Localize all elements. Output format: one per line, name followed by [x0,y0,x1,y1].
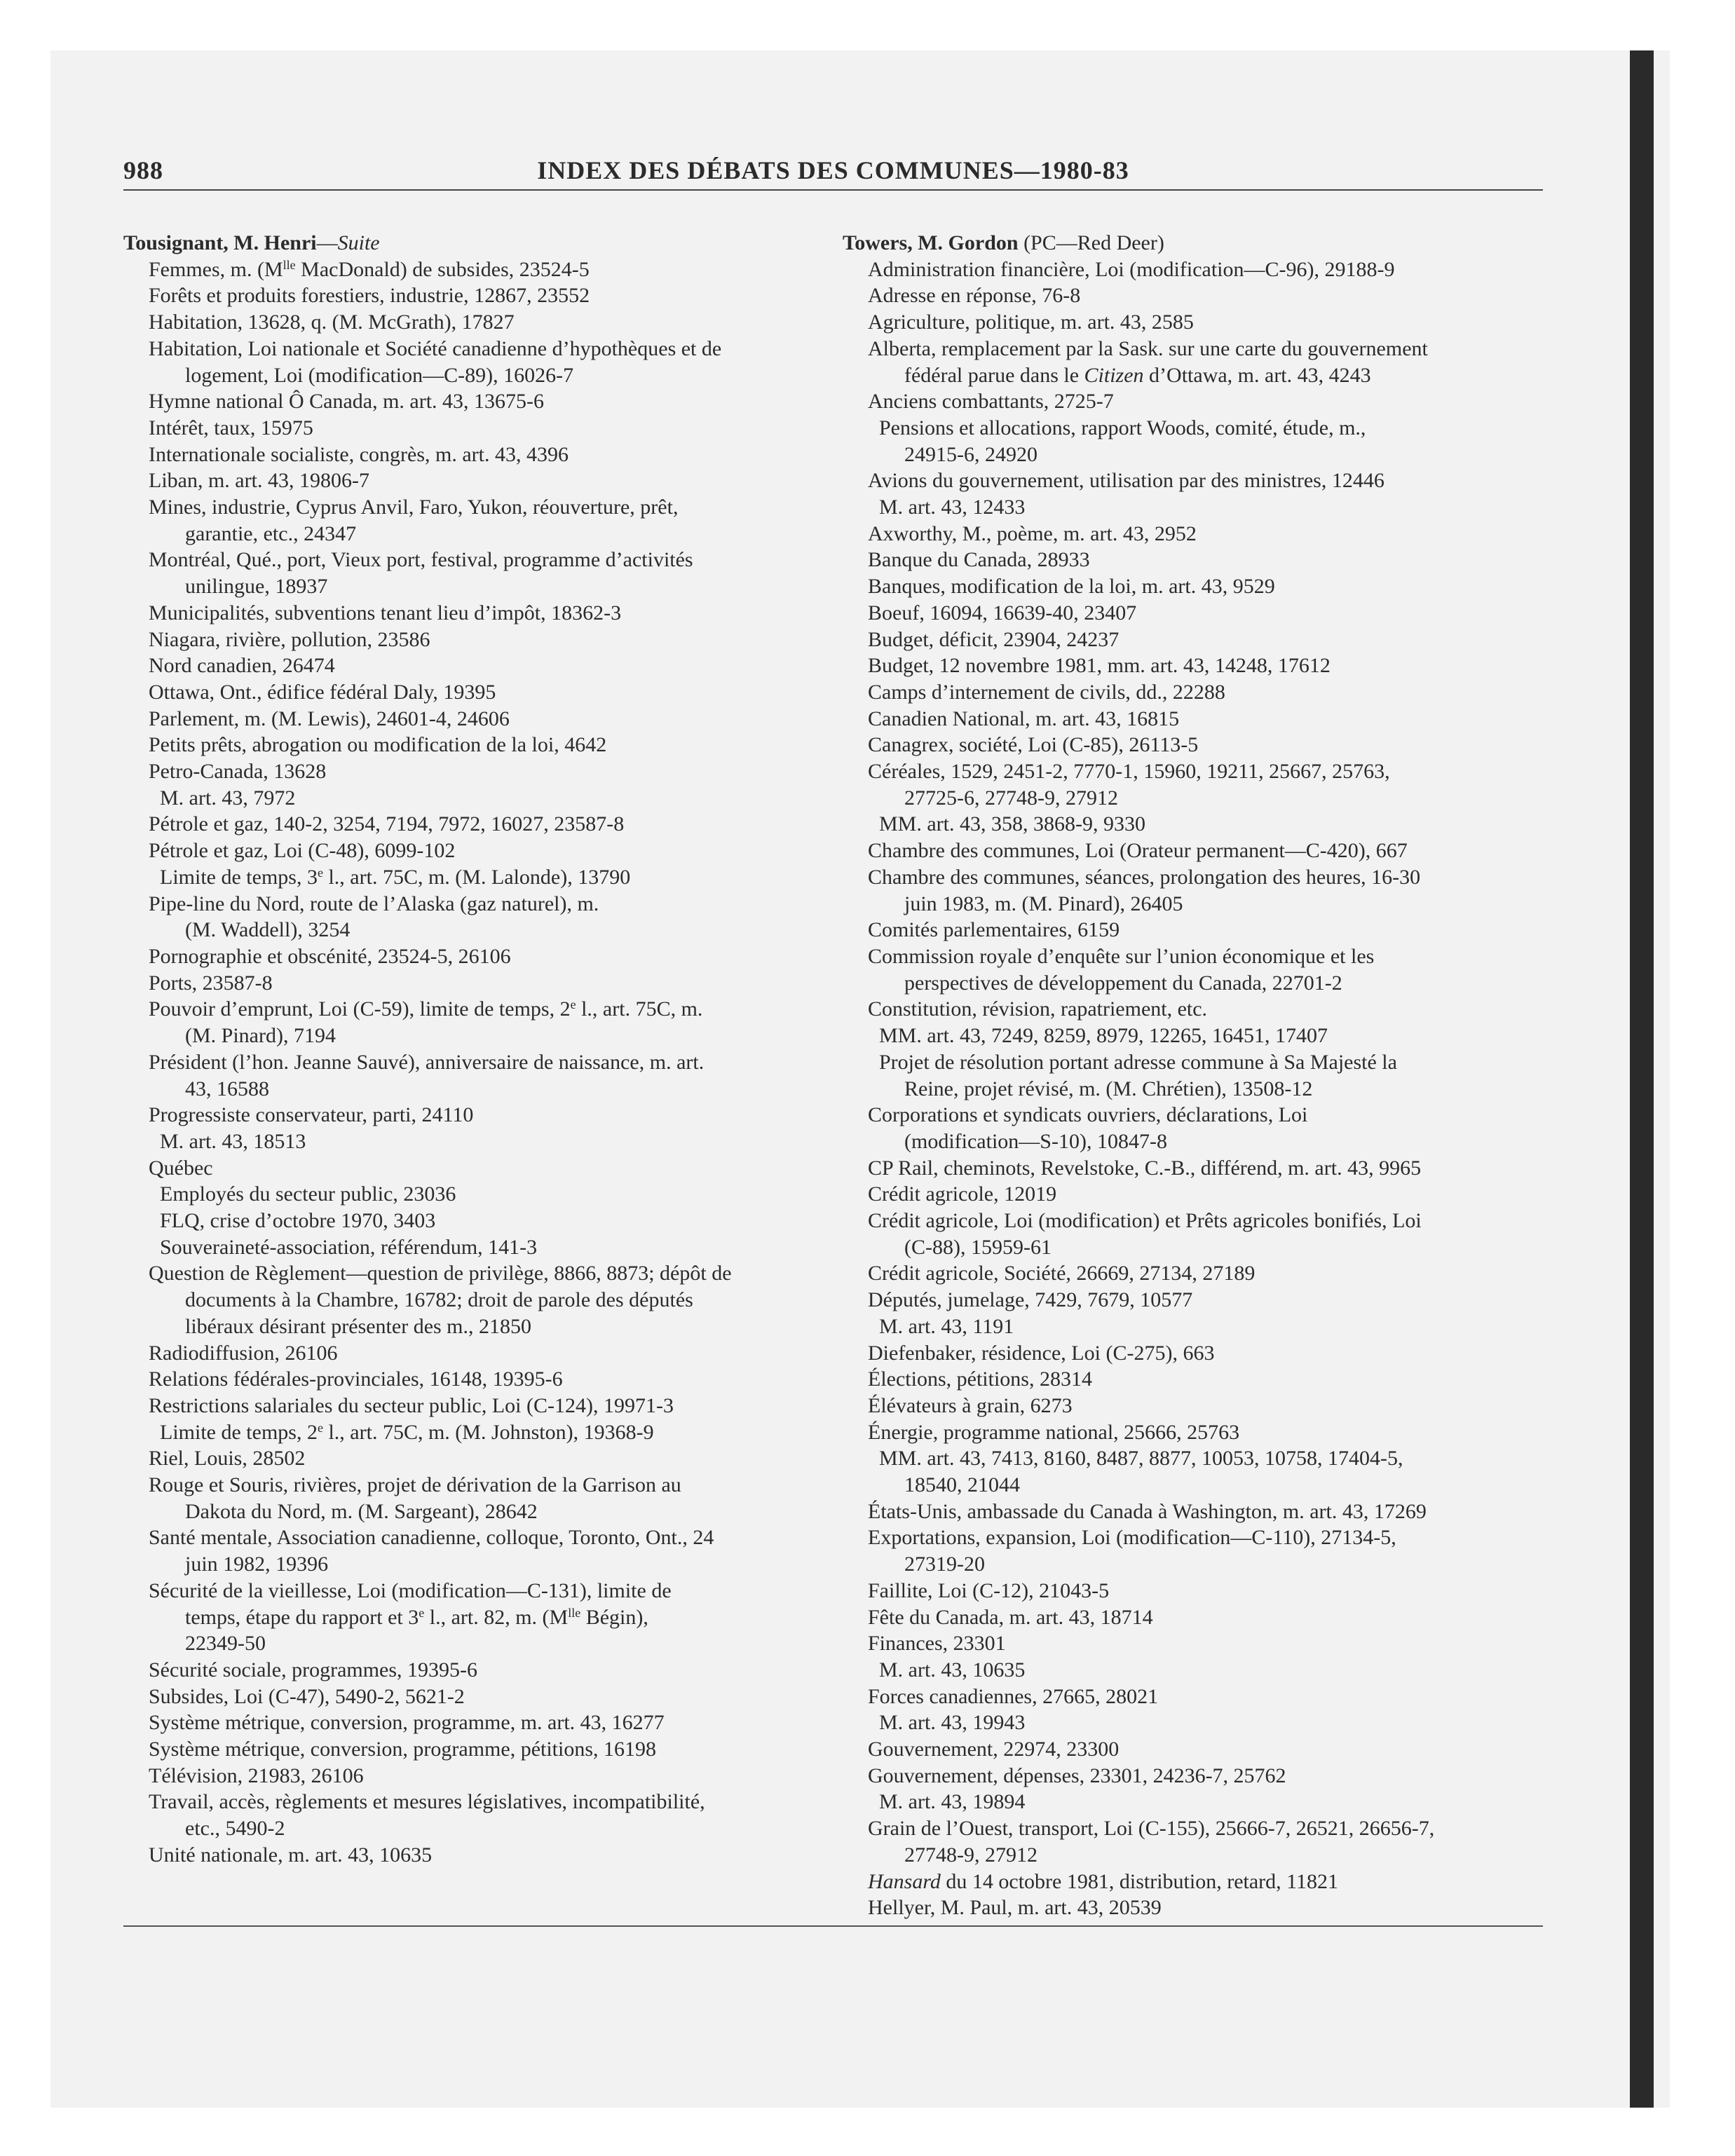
index-entry: Système métrique, conversion, programme, pétitions, 16198 [149,1738,657,1761]
index-entry: Hellyer, M. Paul, m. art. 43, 20539 [868,1896,1162,1920]
index-entry: unilingue, 18937 [185,575,328,599]
index-entry: Anciens combattants, 2725-7 [868,390,1114,414]
index-entry: MM. art. 43, 7413, 8160, 8487, 8877, 10053, 10758, 17404-5, [879,1447,1403,1471]
index-entry: Reine, projet révisé, m. (M. Chrétien), 13508-12 [904,1077,1313,1100]
index-entry: Budget, 12 novembre 1981, mm. art. 43, 14248, 17612 [868,654,1331,678]
index-entry: FLQ, crise d’octobre 1970, 3403 [160,1209,436,1233]
index-entry: Relations fédérales-provinciales, 16148, 19395-6 [149,1367,563,1391]
index-entry: Sécurité sociale, programmes, 19395-6 [149,1658,478,1681]
index-entry: Municipalités, subventions tenant lieu d’impôt, 18362-3 [149,601,622,625]
index-entry: Banque du Canada, 28933 [868,548,1090,572]
index-entry: 27748-9, 27912 [904,1843,1037,1867]
index-entry: (M. Waddell), 3254 [185,918,351,942]
page-header [123,156,1543,191]
index-entry: Pipe-line du Nord, route de l’Alaska (gaz naturel), m. [149,892,599,915]
index-entry: fédéral parue dans le Citizen d’Ottawa, m. art. 43, 4243 [904,363,1371,387]
index-entry: Corporations et syndicats ouvriers, déclarations, Loi [868,1103,1308,1127]
index-column-left [123,230,824,1869]
index-entry: Internationale socialiste, congrès, m. art. 43, 4396 [149,442,569,466]
index-entry: Céréales, 1529, 2451-2, 7770-1, 15960, 19211, 25667, 25763, [868,760,1390,784]
index-entry: Comités parlementaires, 6159 [868,918,1120,942]
index-entry: Mines, industrie, Cyprus Anvil, Faro, Yukon, réouverture, prêt, [149,496,679,519]
index-entry: Subsides, Loi (C-47), 5490-2, 5621-2 [149,1684,465,1708]
index-entry: Niagara, rivière, pollution, 23586 [149,627,430,651]
index-entry: Banques, modification de la loi, m. art. 43, 9529 [868,575,1275,599]
index-entry: etc., 5490-2 [185,1817,285,1841]
index-entry: États-Unis, ambassade du Canada à Washington, m. art. 43, 17269 [868,1499,1427,1523]
index-entry: Pornographie et obscénité, 23524-5, 26106 [149,944,511,968]
index-entry: Dakota du Nord, m. (M. Sargeant), 28642 [185,1499,538,1523]
index-entry: 43, 16588 [185,1077,269,1100]
index-entry: Petro-Canada, 13628 [149,760,327,784]
index-entry: 27725-6, 27748-9, 27912 [904,786,1118,810]
index-entry: Canadien National, m. art. 43, 16815 [868,707,1180,730]
index-entry: Liban, m. art. 43, 19806-7 [149,469,369,493]
index-entry: Ottawa, Ont., édifice fédéral Daly, 19395 [149,680,496,704]
index-entry: M. art. 43, 12433 [879,496,1026,519]
index-entry: Ports, 23587-8 [149,971,273,995]
index-entry: Camps d’internement de civils, dd., 22288 [868,680,1225,704]
index-entry: Riel, Louis, 28502 [149,1447,306,1471]
index-entry: Finances, 23301 [868,1632,1006,1656]
index-entry: M. art. 43, 10635 [879,1658,1026,1681]
scan-edge-band [1630,50,1654,2108]
index-entry: Grain de l’Ouest, transport, Loi (C-155), 25666-7, 26521, 26656-7, [868,1817,1435,1841]
index-entry: Québec [149,1156,213,1180]
index-entry: M. art. 43, 1191 [879,1314,1014,1338]
index-entry: Gouvernement, dépenses, 23301, 24236-7, 25762 [868,1763,1286,1787]
index-entry: Chambre des communes, Loi (Orateur permanent—C-420), 667 [868,839,1408,863]
index-entry: Femmes, m. ($M^{lle}$ MacDonald) de subsides, 23524-5 [149,257,590,281]
index-entry: Crédit agricole, 12019 [868,1182,1057,1206]
index-entry: libéraux désirant présenter des m., 21850 [185,1314,532,1338]
index-entry: Souveraineté-association, référendum, 141-3 [160,1235,538,1259]
index-entry: M. art. 43, 19943 [879,1711,1026,1735]
index-entry: Petits prêts, abrogation ou modification de la loi, 4642 [149,733,607,757]
index-entry: Parlement, m. (M. Lewis), 24601-4, 24606 [149,707,510,730]
index-entry: Système métrique, conversion, programme, m. art. 43, 16277 [149,1711,665,1735]
index-entry: Président (l’hon. Jeanne Sauvé), anniversaire de naissance, m. art. [149,1050,705,1074]
index-entry: MM. art. 43, 7249, 8259, 8979, 12265, 16451, 17407 [879,1024,1328,1048]
index-entry: Travail, accès, règlements et mesures législatives, incompatibilité, [149,1790,705,1814]
index-entry: Santé mentale, Association canadienne, colloque, Toronto, Ont., 24 [149,1526,714,1550]
index-entry: Hansard du 14 octobre 1981, distribution, retard, 11821 [868,1869,1339,1893]
index-entry: perspectives de développement du Canada, 22701-2 [904,971,1342,995]
index-entry: Budget, déficit, 23904, 24237 [868,627,1120,651]
page-title: INDEX DES DÉBATS DES COMMUNES—1980-83 [537,156,1129,184]
index-entry: Nord canadien, 26474 [149,654,335,678]
index-entry: documents à la Chambre, 16782; droit de parole des députés [185,1288,693,1312]
index-entry: Faillite, Loi (C-12), 21043-5 [868,1578,1110,1602]
index-entry: Commission royale d’enquête sur l’union économique et les [868,944,1375,968]
index-entry: Habitation, Loi nationale et Société canadienne d’hypothèques et de [149,336,722,360]
index-entry: Pétrole et gaz, Loi (C-48), 6099-102 [149,839,456,863]
index-entry: Employés du secteur public, 23036 [160,1182,456,1206]
index-entry: Limite de temps, 3e l., art. 75C, m. (M. Lalonde), 13790 [160,865,631,889]
index-entry: Forces canadiennes, 27665, 28021 [868,1684,1159,1708]
index-entry: Montréal, Qué., port, Vieux port, festival, programme d’activités [149,548,693,572]
index-entry: 22349-50 [185,1632,266,1656]
index-entry: Chambre des communes, séances, prolongation des heures, 16-30 [868,865,1421,889]
index-entry: 18540, 21044 [904,1473,1020,1497]
index-entry: Adresse en réponse, 76-8 [868,284,1081,308]
index-entry: Constitution, révision, rapatriement, etc. [868,997,1208,1021]
index-entry: Pétrole et gaz, 140-2, 3254, 7194, 7972, 16027, 23587-8 [149,812,625,836]
index-entry: Canagrex, société, Loi (C-85), 26113-5 [868,733,1199,757]
index-entry: Élévateurs à grain, 6273 [868,1393,1073,1417]
index-entry: (C-88), 15959-61 [904,1235,1052,1259]
index-entry: logement, Loi (modification—C-89), 16026-7 [185,363,574,387]
index-entry: Pouvoir d’emprunt, Loi (C-59), limite de temps, 2e l., art. 75C, m. [149,997,703,1021]
index-entry: Gouvernement, 22974, 23300 [868,1738,1120,1761]
index-entry: Hymne national Ô Canada, m. art. 43, 13675-6 [149,390,545,414]
index-entry: Habitation, 13628, q. (M. McGrath), 17827 [149,311,515,334]
index-entry: M. art. 43, 18513 [160,1129,306,1153]
page-number: 988 [123,156,163,184]
index-entry: Intérêt, taux, 15975 [149,416,313,439]
index-entry: Rouge et Souris, rivières, projet de dérivation de la Garrison au [149,1473,681,1497]
index-entry: Restrictions salariales du secteur public, Loi (C-124), 19971-3 [149,1393,674,1417]
index-entry: Unité nationale, m. art. 43, 10635 [149,1843,433,1867]
index-entry: juin 1983, m. (M. Pinard), 26405 [904,892,1183,915]
index-entry: Limite de temps, 2e l., art. 75C, m. (M. Johnston), 19368-9 [160,1420,654,1444]
index-column-right [843,230,1558,1921]
index-entry: Question de Règlement—question de privilège, 8866, 8873; dépôt de [149,1262,732,1285]
index-entry: Alberta, remplacement par la Sask. sur une carte du gouvernement [868,336,1428,360]
index-entry: Pensions et allocations, rapport Woods, comité, étude, m., [879,416,1366,439]
index-entry: Députés, jumelage, 7429, 7679, 10577 [868,1288,1193,1312]
index-heading: Towers, M. Gordon (PC—Red Deer) [843,231,1164,254]
index-entry: Radiodiffusion, 26106 [149,1341,338,1365]
index-entry: Administration financière, Loi (modification—C-96), 29188-9 [868,257,1395,281]
index-entry: 24915-6, 24920 [904,442,1037,466]
index-entry: Progressiste conservateur, parti, 24110 [149,1103,474,1127]
header-rule [123,189,1543,191]
index-entry: Boeuf, 16094, 16639-40, 23407 [868,601,1137,625]
index-entry: Diefenbaker, résidence, Loi (C-275), 663 [868,1341,1215,1365]
index-entry: Élections, pétitions, 28314 [868,1367,1092,1391]
index-heading: Tousignant, M. Henri—Suite [123,231,380,254]
index-entry: Agriculture, politique, m. art. 43, 2585 [868,311,1194,334]
index-entry: Forêts et produits forestiers, industrie, 12867, 23552 [149,284,590,308]
index-entry: M. art. 43, 7972 [160,786,296,810]
index-entry: Crédit agricole, Loi (modification) et Prêts agricoles bonifiés, Loi [868,1209,1422,1233]
index-entry: Fête du Canada, m. art. 43, 18714 [868,1605,1153,1629]
index-entry: juin 1982, 19396 [185,1553,329,1576]
index-entry: Crédit agricole, Société, 26669, 27134, 27189 [868,1262,1256,1285]
index-entry: Télévision, 21983, 26106 [149,1763,364,1787]
index-entry: MM. art. 43, 358, 3868-9, 9330 [879,812,1145,836]
index-entry: Axworthy, M., poème, m. art. 43, 2952 [868,521,1197,545]
index-entry: Sécurité de la vieillesse, Loi (modification—C-131), limite de [149,1578,672,1602]
index-entry: garantie, etc., 24347 [185,521,357,545]
index-entry: Exportations, expansion, Loi (modification—C-110), 27134-5, [868,1526,1396,1550]
footer-rule [123,1925,1543,1927]
index-entry: Projet de résolution portant adresse commune à Sa Majesté la [879,1050,1397,1074]
index-entry: Énergie, programme national, 25666, 25763 [868,1420,1240,1444]
index-entry: 27319-20 [904,1553,985,1576]
index-entry: temps, étape du rapport et 3e l., art. 82, m. ($M^{lle}$ Bégin), [185,1605,648,1629]
index-entry: CP Rail, cheminots, Revelstoke, C.-B., différend, m. art. 43, 9965 [868,1156,1422,1180]
index-entry: (modification—S-10), 10847-8 [904,1129,1167,1153]
index-entry: Avions du gouvernement, utilisation par des ministres, 12446 [868,469,1384,493]
index-entry: M. art. 43, 19894 [879,1790,1026,1814]
index-entry: (M. Pinard), 7194 [185,1024,336,1048]
